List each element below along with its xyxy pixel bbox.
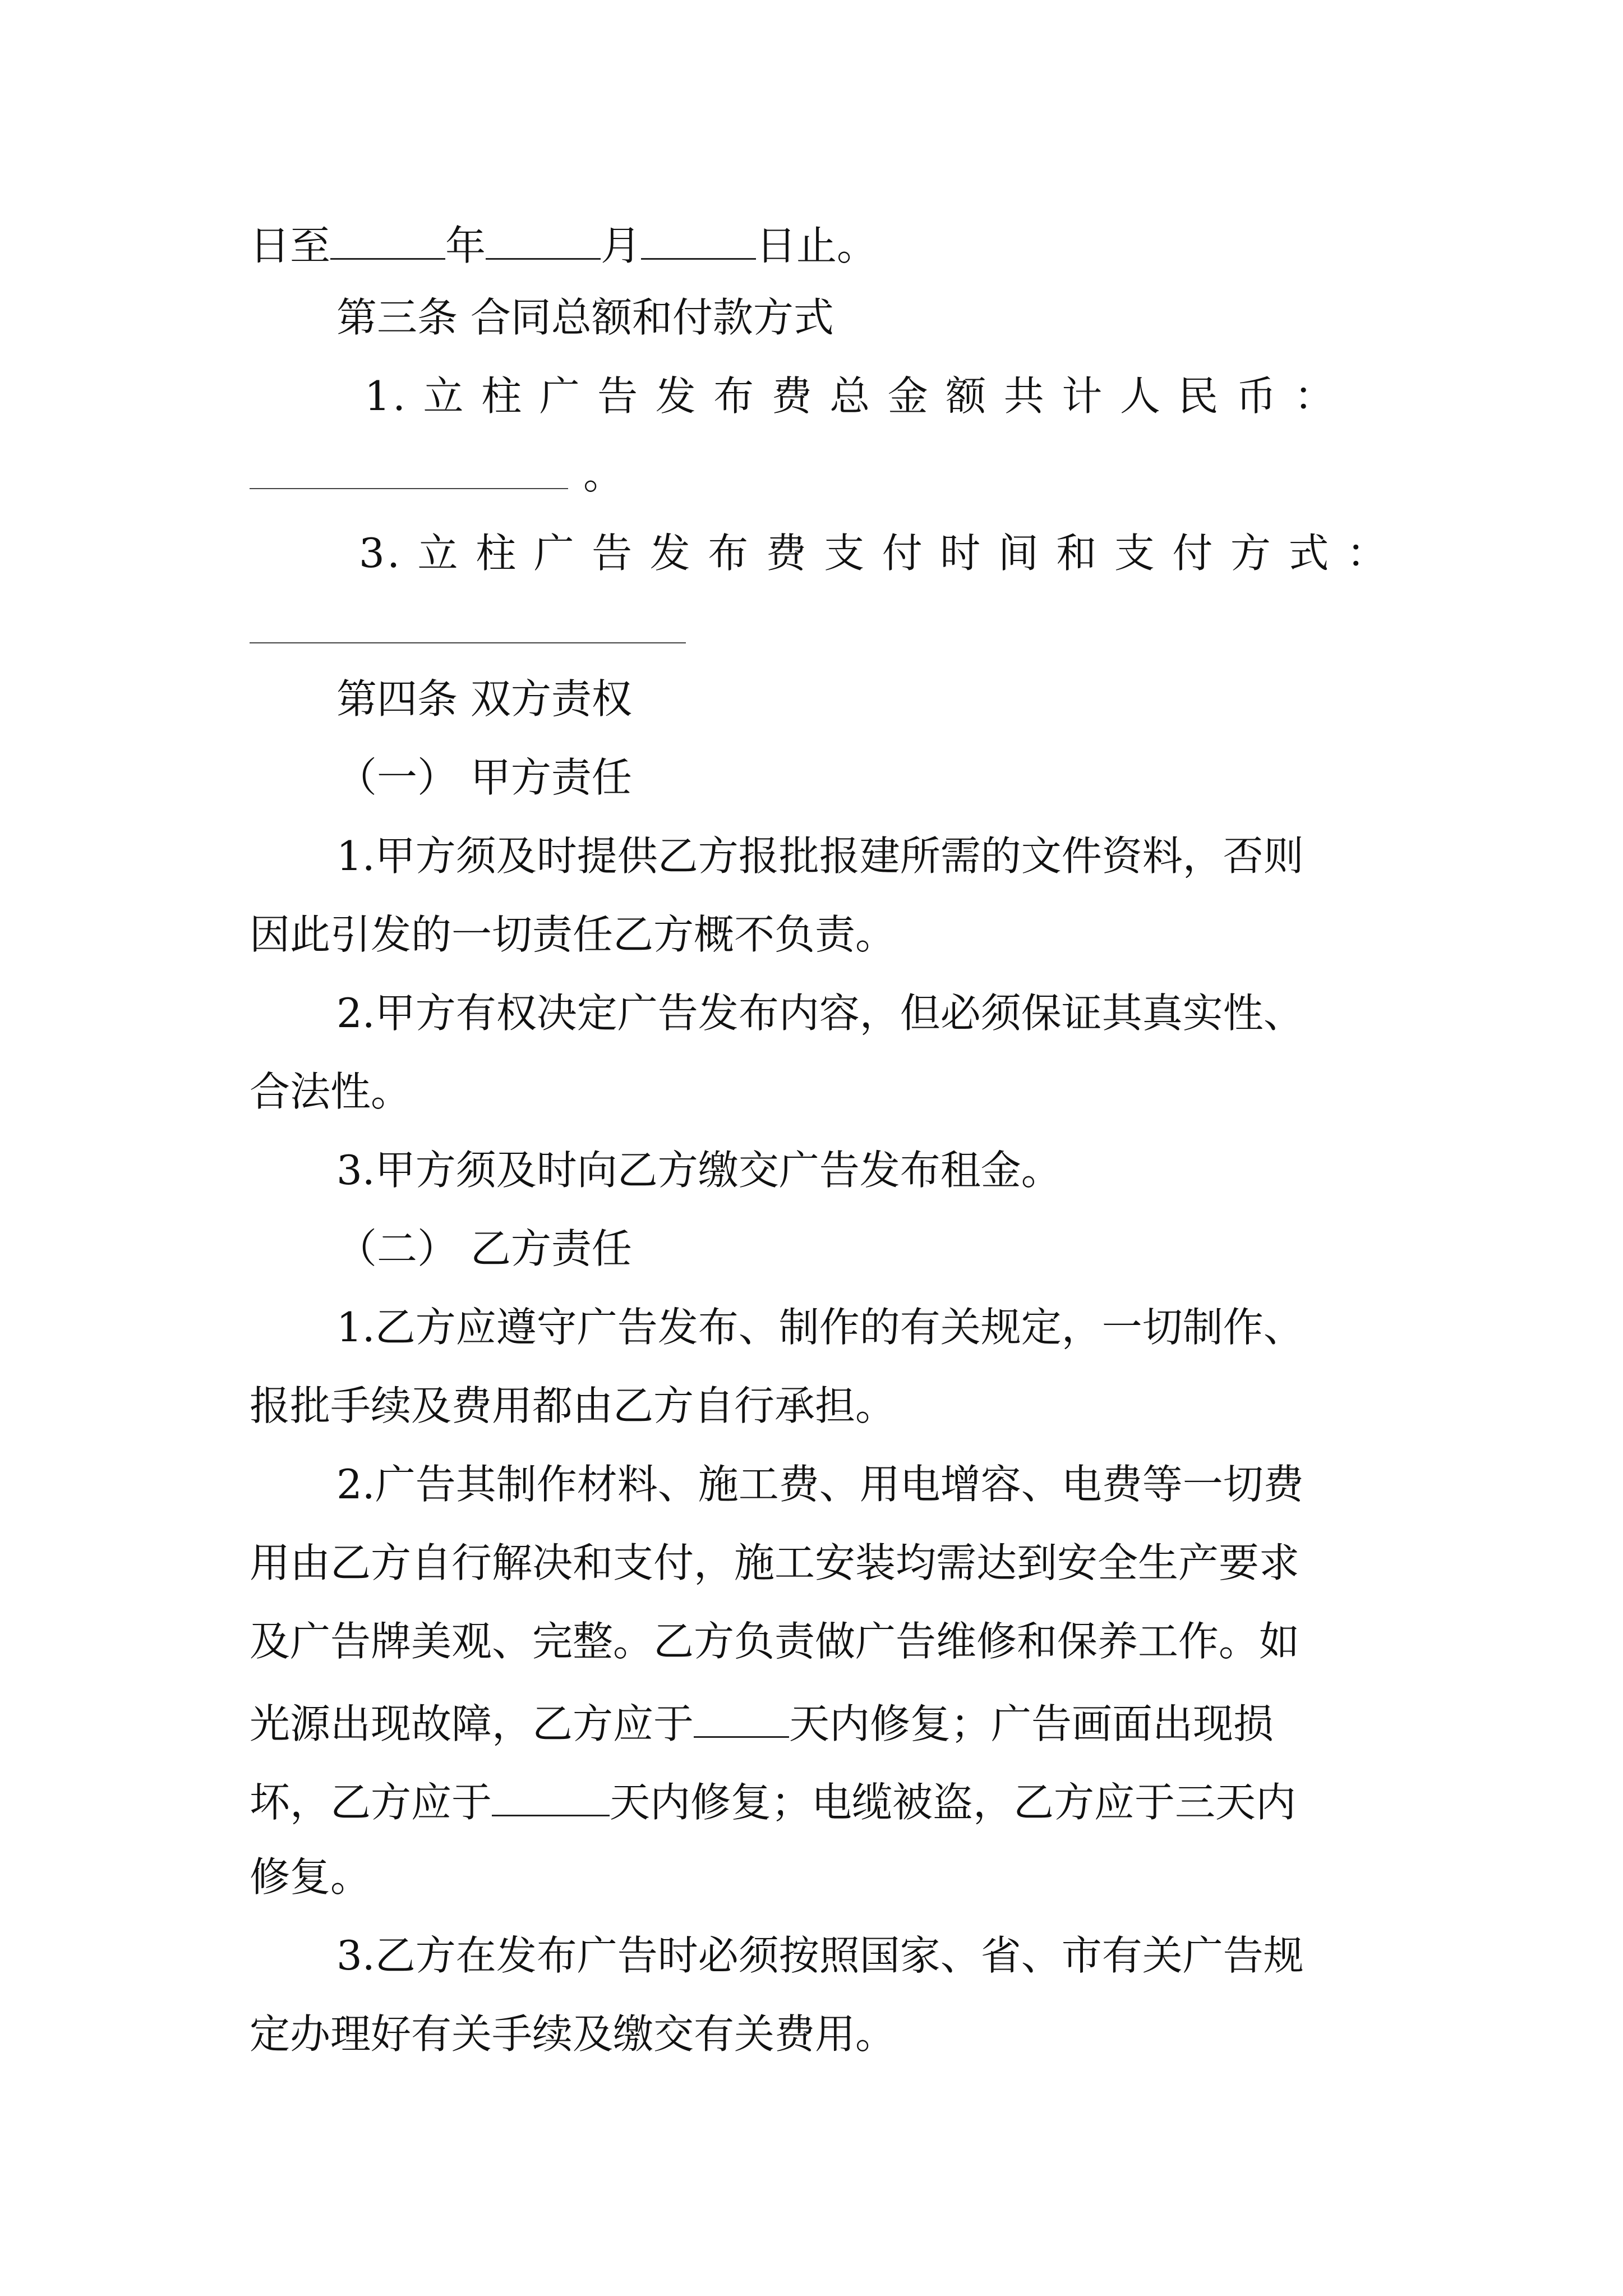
blank-year	[330, 222, 445, 260]
party-b-item-2: 2.广告其制作材料、施工费、用电增容、电费等一切费	[336, 1461, 1304, 1508]
clause-3-1-line: 1. 立 柱 广 告 发 布 费 总 金 额 共 计 人 民 币 ：	[365, 372, 1337, 420]
blank-days-screen	[492, 1778, 610, 1816]
clause-3-1-end: 。	[583, 451, 624, 498]
text-segment: 日至	[250, 222, 331, 269]
party-b-item-1: 1.乙方应遵守广告发布、制作的有关规定，一切制作、	[336, 1304, 1304, 1351]
party-a-item-1-cont: 因此引发的一切责任乙方概不负责。	[250, 911, 896, 958]
party-a-item-3: 3.甲方须及时向乙方缴交广告发布租金。	[336, 1147, 1062, 1194]
clause-3-3-line: 3. 立 柱 广 告 发 布 费 支 付 时 间 和 支 付 方 式 ：	[359, 530, 1390, 577]
blank-day	[641, 222, 756, 260]
text-segment: 天内修复；电缆被盗，乙方应于三天内	[610, 1778, 1297, 1826]
blank-payment-method	[250, 642, 686, 643]
party-b-item-3: 3.乙方在发布广告时必须按照国家、省、市有关广告规	[336, 1932, 1304, 1979]
article-3-heading: 第三条 合同总额和付款方式	[336, 294, 834, 341]
party-b-item-2-cont-2: 及广告牌美观、完整。乙方负责做广告维修和保养工作。如	[250, 1618, 1300, 1665]
text-segment: 年	[445, 222, 486, 269]
section-party-a-heading: （一） 甲方责任	[336, 754, 632, 801]
party-a-item-2: 2.甲方有权决定广告发布内容，但必须保证其真实性、	[336, 990, 1304, 1037]
blank-days-light	[694, 1700, 789, 1738]
article-4-heading: 第四条 双方责权	[336, 675, 632, 723]
party-a-item-2-cont: 合法性。	[250, 1068, 412, 1115]
party-b-item-1-cont: 报批手续及费用都由乙方自行承担。	[250, 1382, 896, 1429]
text-segment: 坏，乙方应于	[250, 1778, 492, 1826]
text-segment: 月	[601, 222, 642, 269]
text-segment: 光源出现故障，乙方应于	[250, 1700, 694, 1747]
text-segment: 天内修复；广告画面出现损	[789, 1700, 1274, 1747]
party-b-item-2-cont-5: 修复。	[250, 1853, 371, 1901]
party-b-item-2-cont-1: 用由乙方自行解决和支付，施工安装均需达到安全生产要求	[250, 1539, 1300, 1586]
date-range-line	[250, 222, 878, 269]
party-a-item-1: 1.甲方须及时提供乙方报批报建所需的文件资料，否则	[336, 832, 1304, 880]
blank-month	[486, 222, 601, 260]
text-segment: 日止。	[756, 222, 878, 269]
section-party-b-heading: （二） 乙方责任	[336, 1225, 632, 1272]
party-b-item-3-cont: 定办理好有关手续及缴交有关费用。	[250, 2010, 896, 2058]
party-b-item-2-cont-3	[250, 1700, 1274, 1747]
blank-amount	[250, 488, 568, 489]
party-b-item-2-cont-4	[250, 1778, 1297, 1826]
